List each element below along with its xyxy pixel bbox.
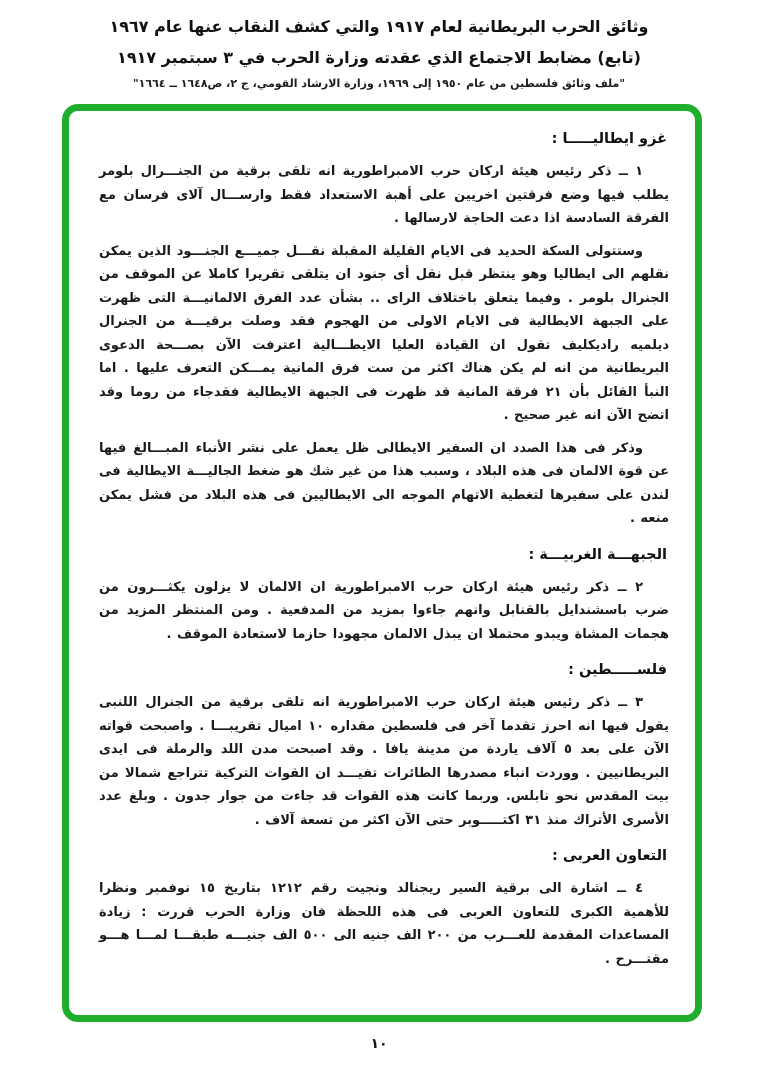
paragraph: ١ ــ ذكر رئيس هيئة اركان حرب الامبراطورية انه تلقى برقية من الجنـــرال بلومر يطلب فيها وضع فرقتين اخريين على أهبة الاستعداد فقط وارســـال آلاى فرسان مع الفرقة السادسة اذا دعت الحاجة لارسالها . [99,164,669,226]
paragraph: وذكر فى هذا الصدد ان السفير الايطالى ظل يعمل على نشر الأنباء المبـــالغ فيها عن قوة الالمان فى هذه البلاد ، وسبب هذا من غير شك هو ضغط الجاليـــة الايطالية فى لندن على سفيرها لتغطية الاتهام الموجه الى الايطاليين فى هذه البلاد من فشل يمكن منعه . [99,440,669,526]
page-number: ١٠ [370,1036,388,1052]
section-heading-arab-cooperation: التعاون العربى : [552,848,667,864]
document-header [0,12,758,94]
paragraph: وستتولى السكة الحديد فى الايام القليلة المقبلة نقـــل جميـــع الجنـــود الذين يمكن نقلهم الى ايطاليا وهو ينتظر قبل نقل أى جنود ان يتلقى تقريرا كاملا عن الموقف من الجنرال بلومر . وفيما يتعلق باختلاف الراى .. بشأن عدد الفرق الالمانيـــة التى ظهرت على الجبهة الايطالية فى الايام الاولى من الهجوم فقد وصلت برقيـــة من الجنرال ديلميه راديكليف تقول ان القيادة العليا الايطـــالية اعترفت الآن بصـــحة الدعوى البريطانية من انه لم يكن هناك اكثر من ست فرق المانية يمـــكن التعرف عليها . اما النبأ القائل بأن ٢١ فرقة المانية قد ظهرت فى الجبهة الايطالية فقدجاء من روما وقد اتضح الآن انه غير صحيح . [99,243,669,423]
section-heading-invasion-of-italy: غزو ايطاليـــــا : [551,131,667,147]
paragraph: ٢ ــ ذكر رئيس هيئة اركان حرب الامبراطورية ان الالمان لا يزلون يكثـــرون من ضرب باسشندايل بالقنابل وانهم جاءوا بمزيد من المدفعية . ومن المنتظر المزيد من هجمات المشاة ويبدو محتملا ان يبذل الالمان مجهودا حازما لاستعادة الموقف . [99,579,669,642]
section-heading-western-front: الجبهـــة الغربيـــة : [528,546,667,563]
section-heading-palestine: فلســـــطين : [568,662,667,678]
document-body-frame [62,104,702,1022]
document-title: وثائق الحرب البريطانية لعام ١٩١٧ والتي كشف النقاب عنها عام ١٩٦٧ [109,17,649,36]
document-source-citation: "ملف وثائق فلسطين من عام ١٩٥٠ إلى ١٩٦٩، وزارة الارشاد القومي، ج ٢، ص١٦٤٨ ــ ١٦٦٤" [132,77,626,90]
paragraph: ٤ ــ اشارة الى برقية السير ريجنالد ونجيت رقم ١٢١٢ بتاريخ ١٥ نوفمبر ونظرا للأهمية الكبرى للتعاون العربى فى هذه اللحظة فان وزارة الحرب قررت : زيادة المساعدات المقدمة للعـــرب من ٢٠٠ الف جنيه الى ٥٠٠ الف جنيـــه طبقـــا لمـــا هـــو مقتـــرح . [99,881,669,967]
paragraph: ٣ ــ ذكر رئيس هيئة اركان حرب الامبراطورية انه تلقى برقية من الجنرال اللنبى يقول فيها انه احرز تقدما آخر فى فلسطين مقداره ١٠ اميال تقريبـــا . واصبحت قواته الآن على بعد ٥ آلاف ياردة من مدينة يافا . وقد اصبحت مدن اللد والرملة فى ايدى البريطانيين . ووردت انباء مصدرها الطائرات تفيـــد ان القوات التركية تتراجع شمالا من بيت المقدس نحو نابلس. وربما كانت هذه القوات قد جاءت من جوار جدون . وبلغ عدد الأسرى الأتراك منذ ٣١ اكتـــــوبر حتى الآن اكثر من تسعة آلاف . [99,695,669,828]
document-subtitle: (تابع) مضابط الاجتماع الذي عقدته وزارة الحرب في ٣ سبتمبر ١٩١٧ [117,48,641,67]
